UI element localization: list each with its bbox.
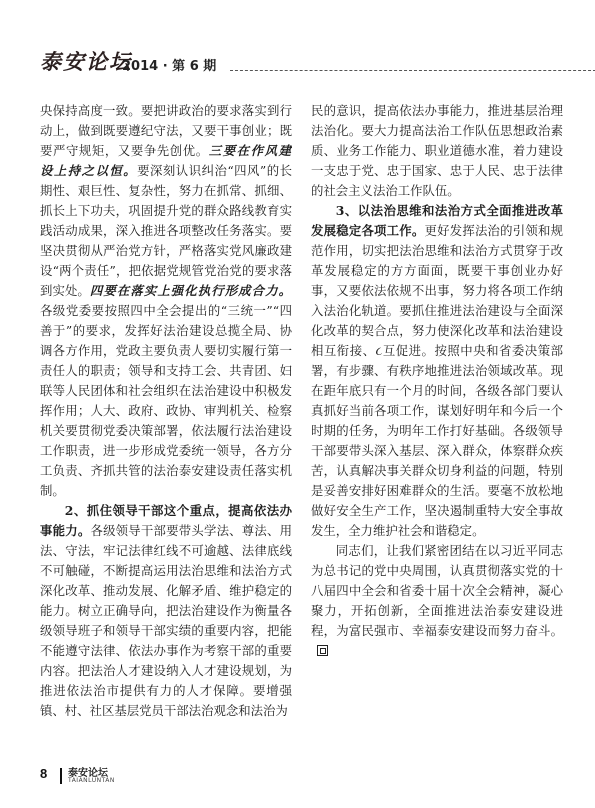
page-footer <box>40 764 560 788</box>
section-heading: 2、抓住领导干部这个重点，提高依法办事能力。 <box>40 503 292 538</box>
paragraph-text: 民的意识，提高依法办事能力，推进基层治理法治化。要大力提高法治工作队伍思想政治素质、业务工作能力、职业道德水准，着力建设一支忠于党、忠于国家、忠于人民、忠于法律的社会主义法治工作队伍。 <box>311 103 563 198</box>
issue-label: 2014 · 第 6 期 <box>122 59 217 74</box>
running-header <box>40 40 560 76</box>
paragraph <box>311 201 563 541</box>
paragraph <box>311 541 563 661</box>
emphasis-phrase: 三要在作风建设上持之以恒。 <box>40 143 292 178</box>
paragraph <box>40 501 292 721</box>
left-text-column <box>40 101 292 751</box>
paragraph-text: 各级党委要按照四中全会提出的“三统一”“四善于”的要求，发挥好法治建设总揽全局、协调各方作用，党政主要负责人要切实履行第一责任人的职责；领导和支持工会、共青团、妇联等人民团体和社会组织在法治建设中积极发挥作用；人大、政府、政协、审判机关、检察机关要贯彻党委决策部署，依法履行法治建设工作职责，进一步形成党委统一领导，各方分工负责、齐抓共管的法治泰安建设责任落实机制。 <box>40 303 292 498</box>
paragraph-text: 央保持高度一致。要把讲政治的要求落实到行动上，做到既要遵纪守法，又要干事创业；既要严守规矩，又要争先创优。 <box>40 103 292 158</box>
paragraph-text: 要深刻认识纠治“四风”的长期性、艰巨性、复杂性，努力在抓常、抓细、抓长上下功夫，巩固提升党的群众路线教育实践活动成果，深入推进各项整改任务落实。要坚决贯彻从严治党方针，严格落实党风廉政建设“两个责任”，把依据党规管党治党的要求落到实处。 <box>40 163 292 298</box>
footer-separator <box>60 768 62 784</box>
journal-title: 泰安论坛 <box>40 49 132 74</box>
paragraph <box>40 101 292 501</box>
section-heading: 3、以法治思维和法治方式全面推进改革发展稳定各项工作。 <box>311 203 563 238</box>
page-number: 8 <box>40 766 48 781</box>
emphasis-phrase: 四要在落实上强化执行形成合力。 <box>89 283 292 298</box>
footer-brand-pinyin: TAIANLUNTAN <box>68 777 115 784</box>
paragraph-text: 更好发挥法治的引领和规范作用，切实把法治思维和法治方式贯穿于改革发展稳定的方方面面，既要干事创业办好事，又要依法依规不出事，努力将各项工作纳入法治化轨道。要抓住推进法治建设与全面深化改革的契合点，努力使深化改革和法治建设相互衔接、૮互促进。按照中央和省委决策部署，有步骤、有秩序地推进法治领域改革。现在距年底只有一个月的时间，各级各部门要认真抓好当前各项工作，谋划好明年和今后一个时期的任务，为明年工作打好基础。各级领导干部要带头深入基层、深入群众，体察群众疾苦，认真解决事关群众切身利益的问题，特别是妥善安排好困难群众的生活。要毫不放松地做好安全生产工作，坚决遏制重特大安全事故发生，全力维护社会和谐稳定。 <box>311 223 563 538</box>
footer-brand: 泰安论坛 <box>68 768 108 779</box>
right-text-column <box>311 101 563 751</box>
paragraph <box>311 101 563 201</box>
article-end-mark-icon <box>317 645 328 656</box>
paragraph-text: 同志们，让我们紧密团结在以习近平同志为总书记的党中央周围，认真贯彻落实党的十八届四中全会和省委十届十次全会精神，凝心聚力，开拓创新，全面推进法治泰安建设进程，为富民强市、幸福泰安建设而努力奋斗。 <box>311 543 563 638</box>
paragraph-text: 各级领导干部要带头学法、尊法、用法、守法，牢记法律红线不可逾越、法律底线不可触碰，不断提高运用法治思维和法治方式深化改革、推动发展、化解矛盾、维护稳定的能力。树立正确导向，把法治建设作为衡量各级领导班子和领导干部实绩的重要内容，把能不能遵守法律、依法办事作为考察干部的重要内容。把法治人才建设纳入人才建设规划，为推进依法治市提供有力的人才保障。要增强镇、村、社区基层党员干部法治观念和法治为 <box>40 523 292 718</box>
header-divider <box>230 70 595 71</box>
